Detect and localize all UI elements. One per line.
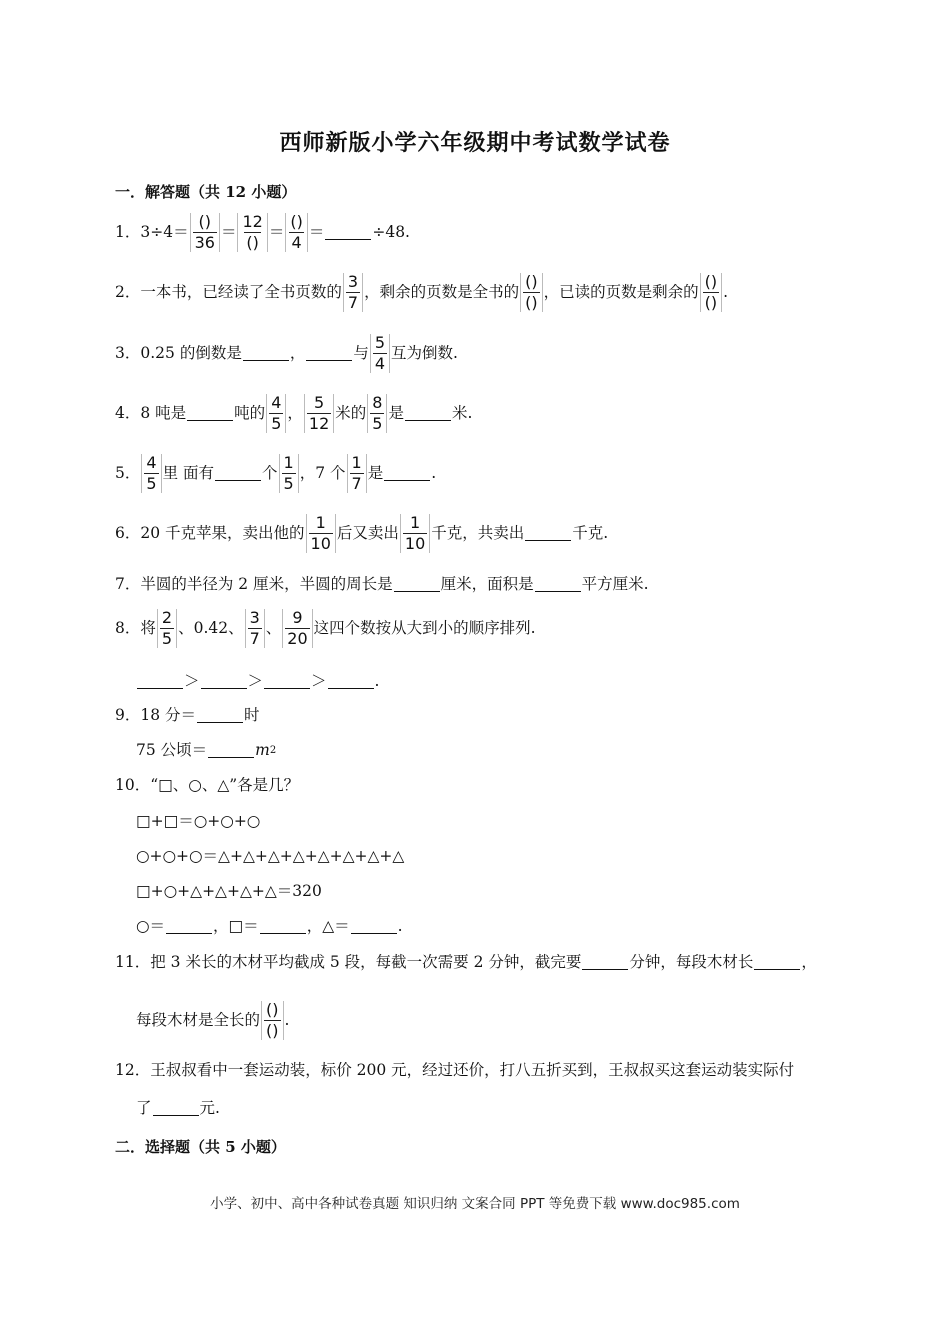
- fraction: $\frac{3}{7}$: [343, 273, 363, 312]
- answer-blank: [306, 346, 352, 361]
- fraction: $\frac{4}{5}$: [141, 454, 161, 493]
- answer-blank: [187, 406, 233, 421]
- question-4: 4． 8 吨是 吨的 $\frac{4}{5}$ ， $\frac{5}{12}$ 米的 $\frac{8}{5}$ 是 米.: [115, 393, 473, 433]
- question-10-equation-1: □+□＝○+○+○: [136, 812, 261, 830]
- page-title: 西师新版小学六年级期中考试数学试卷: [279, 130, 671, 156]
- fraction: $\frac{8}{5}$: [367, 394, 387, 433]
- answer-blank: [405, 406, 451, 421]
- fraction: $\frac{()}{()}$: [261, 1001, 283, 1040]
- fraction: $\frac{1}{10}$: [306, 514, 336, 553]
- question-11-line-2: 每段木材是全长的 $\frac{()}{()}$ .: [136, 1000, 290, 1040]
- question-5: 5． $\frac{4}{5}$ 里 面有 个 $\frac{1}{5}$ ，7 个 $\frac{1}{7}$ 是 .: [115, 453, 437, 493]
- question-12: 12． 王叔叔看中一套运动装，标价 200 元，经过还价，打八五折买到，王叔叔买这套运动装实际付: [115, 1061, 795, 1079]
- section-heading-answers: 一．解答题（共 12 小题）: [115, 183, 297, 201]
- answer-blank: [754, 955, 800, 970]
- section-heading-choice: 二．选择题（共 5 小题）: [115, 1138, 286, 1156]
- question-10: 10． “□、○、△”各是几？: [115, 776, 300, 794]
- answer-blank: [201, 674, 247, 689]
- fraction: $\frac{1}{10}$: [400, 514, 430, 553]
- fraction: $\frac{()}{4}$: [285, 213, 307, 252]
- answer-blank: [582, 955, 628, 970]
- answer-blank: [394, 577, 440, 592]
- fraction: $\frac{4}{5}$: [266, 394, 286, 433]
- answer-blank: [197, 708, 243, 723]
- answer-blank: [535, 577, 581, 592]
- fraction: $\frac{()}{()}$: [700, 273, 722, 312]
- fraction: $\frac{5}{4}$: [370, 334, 390, 373]
- fraction: $\frac{12}{()}$: [237, 213, 267, 252]
- question-10-equation-3: □+○+△+△+△+△＝320: [136, 882, 322, 900]
- answer-blank: [260, 919, 306, 934]
- fraction: $\frac{1}{7}$: [347, 454, 367, 493]
- answer-blank: [215, 466, 261, 481]
- answer-blank: [208, 743, 254, 758]
- footer-advert: 小学、初中、高中各种试卷真题 知识归纳 文案合同 PPT 等免费下载 www.doc985.com: [210, 1196, 740, 1212]
- answer-blank: [166, 919, 212, 934]
- answer-blank: [243, 346, 289, 361]
- fraction: $\frac{()}{36}$: [190, 213, 220, 252]
- question-8-order-line: ＞ ＞ ＞ .: [136, 674, 379, 690]
- question-7: 7． 半圆的半径为 2 厘米，半圆的周长是 厘米，面积是 平方厘米.: [115, 575, 649, 593]
- fraction: $\frac{2}{5}$: [157, 609, 177, 648]
- question-3: 3． 0.25 的倒数是 ， 与 $\frac{5}{4}$ 互为倒数.: [115, 333, 458, 373]
- fraction: $\frac{()}{()}$: [520, 273, 542, 312]
- question-9: 9． 18 分＝ 时: [115, 706, 260, 724]
- fraction: $\frac{5}{12}$: [304, 394, 334, 433]
- question-6: 6． 20 千克苹果，卖出他的 $\frac{1}{10}$ 后又卖出 $\frac{1}{10}$ 千克，共卖出 千克.: [115, 513, 609, 553]
- question-2: 2． 一本书，已经读了全书页数的 $\frac{3}{7}$ ，剩余的页数是全书的 $\frac{()}{()}$ ，已读的页数是剩余的 $\frac{()}{()}$ .: [115, 272, 729, 312]
- answer-blank: [328, 674, 374, 689]
- question-10-equation-2: ○+○+○＝△+△+△+△+△+△+△+△: [136, 847, 405, 865]
- fraction: $\frac{1}{5}$: [279, 454, 299, 493]
- fraction: $\frac{9}{20}$: [282, 609, 312, 648]
- answer-blank: [525, 526, 571, 541]
- answer-blank: [153, 1101, 199, 1116]
- question-8: 8． 将 $\frac{2}{5}$ 、0.42、 $\frac{3}{7}$ 、 $\frac{9}{20}$ 这四个数按从大到小的顺序排列.: [115, 608, 536, 648]
- answer-blank: [264, 674, 310, 689]
- answer-blank: [325, 225, 371, 240]
- answer-blank: [137, 674, 183, 689]
- question-9-line-2: 75 公顷＝ m 2: [136, 741, 277, 759]
- answer-blank: [384, 466, 430, 481]
- fraction: $\frac{3}{7}$: [245, 609, 265, 648]
- question-11: 11． 把 3 米长的木材平均截成 5 段，每截一次需要 2 分钟，截完要 分钟，每段木材长 ，: [115, 953, 817, 971]
- question-1: 1． 3÷4＝ $\frac{()}{36}$ ＝ $\frac{12}{()}$ ＝ $\frac{()}{4}$ ＝ ÷48.: [115, 212, 410, 252]
- answer-blank: [351, 919, 397, 934]
- question-10-answers: ○＝ ，□＝ ，△＝ .: [136, 917, 403, 935]
- question-12-line-2: 了 元.: [136, 1099, 220, 1117]
